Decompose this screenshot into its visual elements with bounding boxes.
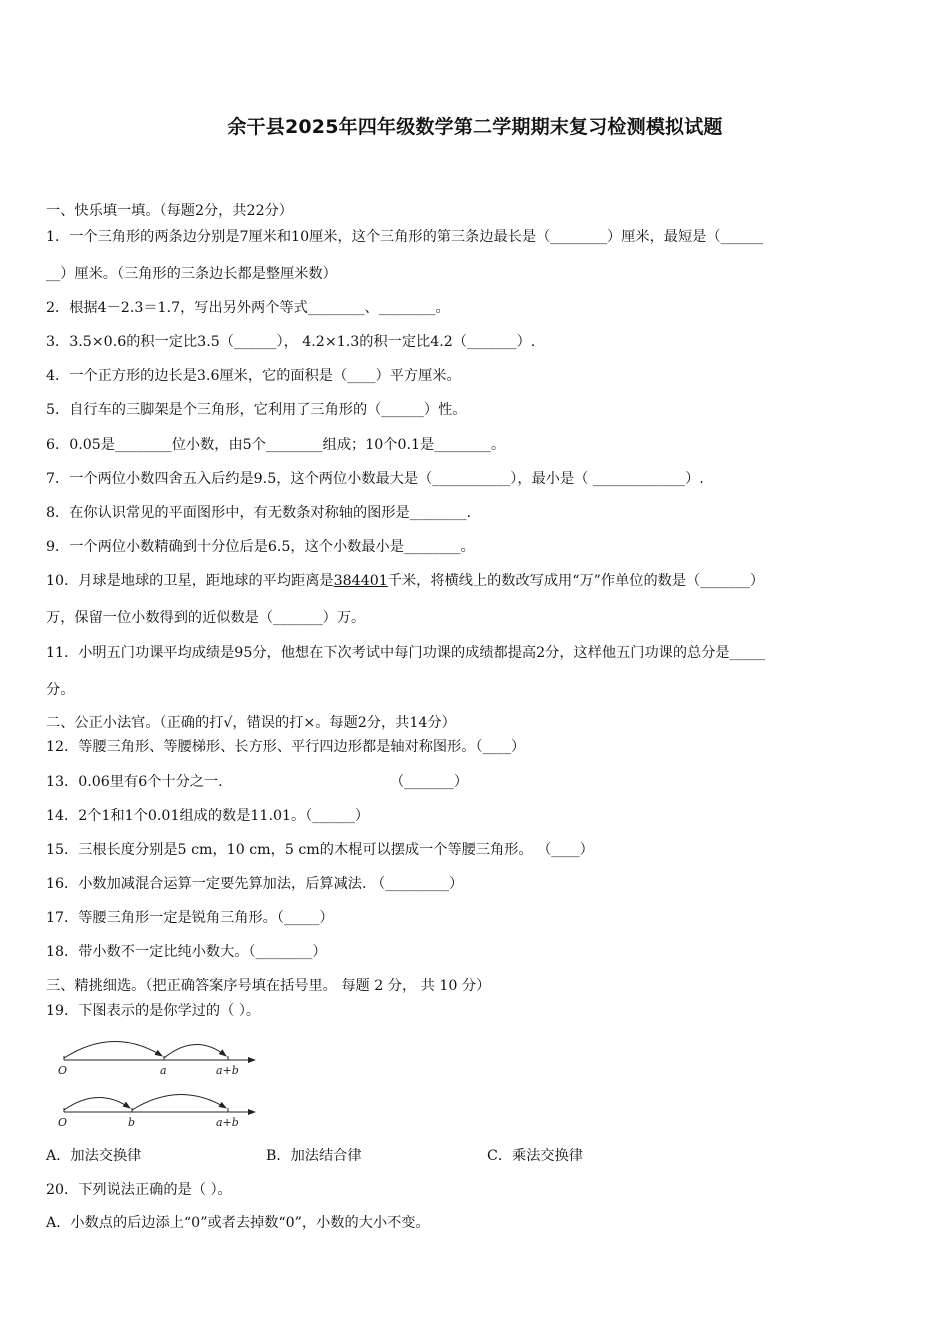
bottom-label-origin: O (58, 1116, 68, 1129)
top-label-origin: O (58, 1064, 68, 1077)
question-10-suffix: 千米，将横线上的数改写成用“万”作单位的数是（_______） (387, 573, 765, 589)
question-19: 19．下图表示的是你学过的（ ）。 (46, 1003, 261, 1019)
question-10-prefix: 10．月球是地球的卫星，距地球的平均距离是 (46, 573, 334, 589)
question-17: 17．等腰三角形一定是锐角三角形。（_____） (46, 910, 334, 926)
question-10-underlined-number: 384401 (333, 573, 388, 589)
question-7: 7．一个两位小数四舍五入后约是9.5，这个两位小数最大是（___________），最小是（ _____________）. (46, 471, 704, 487)
question-19-option-c: C．乘法交换律 (487, 1148, 583, 1164)
bottom-label-a-plus-b: a+b (216, 1116, 239, 1129)
question-20-option-a: A．小数点的后边添上“0”或者去掉数“0”，小数的大小不变。 (46, 1215, 430, 1231)
question-9: 9．一个两位小数精确到十分位后是6.5，这个小数最小是________。 (46, 539, 475, 555)
question-10-line-1 (46, 571, 902, 591)
jump-arc-a (64, 1041, 162, 1058)
top-label-a-plus-b: a+b (216, 1064, 239, 1077)
question-18: 18．带小数不一定比纯小数大。（________） (46, 944, 327, 960)
question-11-line-2: 分。 (46, 682, 75, 698)
jump-arc-a-second (132, 1094, 226, 1110)
question-10-line-2: 万，保留一位小数得到的近似数是（_______）万。 (46, 610, 366, 626)
section-3-heading: 三、精挑细选。（把正确答案序号填在括号里。 每题 2 分， 共 10 分） (46, 978, 491, 994)
question-20: 20．下列说法正确的是（ ）。 (46, 1182, 232, 1198)
section-1-heading: 一、快乐填一填。（每题2分，共22分） (46, 203, 293, 219)
question-3: 3．3.5×0.6的积一定比3.5（______）， 4.2×1.3的积一定比4.2（_______）. (46, 334, 536, 350)
question-16: 16．小数加减混合运算一定要先算加法，后算减法. （_________） (46, 876, 464, 892)
question-6: 6．0.05是________位小数，由5个________组成；10个0.1是________。 (46, 437, 506, 453)
section-2-heading: 二、公正小法官。（正确的打√，错误的打×。每题2分，共14分） (46, 715, 456, 731)
question-13-blank: （_______） (390, 774, 469, 790)
question-13 (46, 772, 902, 792)
question-8: 8．在你认识常见的平面图形中，有无数条对称轴的图形是________. (46, 505, 471, 521)
jump-arc-b-first (64, 1097, 130, 1110)
question-5: 5．自行车的三脚架是个三角形，它利用了三角形的（______）性。 (46, 402, 467, 418)
question-1-line-2: __）厘米。（三角形的三条边长都是整厘米数） (46, 266, 337, 282)
question-14: 14．2个1和1个0.01组成的数是11.01。（______） (46, 808, 370, 824)
question-11-line-1: 11．小明五门功课平均成绩是95分，他想在下次考试中每门功课的成绩都提高2分，这样他五门功课的总分是_____ (46, 645, 766, 661)
top-label-a: a (160, 1064, 167, 1077)
page-title: 余干县2025年四年级数学第二学期期末复习检测模拟试题 (227, 116, 723, 138)
bottom-label-b: b (128, 1116, 136, 1129)
jump-arc-b (164, 1044, 226, 1058)
question-1-line-1: 1．一个三角形的两条边分别是7厘米和10厘米，这个三角形的第三条边最长是（________）厘米，最短是（______ (46, 229, 764, 245)
question-2: 2．根据4－2.3＝1.7，写出另外两个等式________、________。 (46, 300, 450, 316)
question-15: 15．三根长度分别是5 cm，10 cm，5 cm的木棍可以摆成一个等腰三角形。 （____） (46, 842, 594, 858)
question-13-text: 13．0.06里有6个十分之一. (46, 774, 223, 790)
question-4: 4．一个正方形的边长是3.6厘米，它的面积是（____）平方厘米。 (46, 368, 461, 384)
question-19-option-b: B．加法结合律 (266, 1148, 362, 1164)
number-line-bottom (58, 1094, 255, 1129)
number-line-top (58, 1041, 255, 1077)
question-12: 12．等腰三角形、等腰梯形、长方形、平行四边形都是轴对称图形。（____） (46, 739, 526, 755)
number-line-figure (50, 1032, 270, 1132)
question-19-option-a: A．加法交换律 (46, 1148, 142, 1164)
